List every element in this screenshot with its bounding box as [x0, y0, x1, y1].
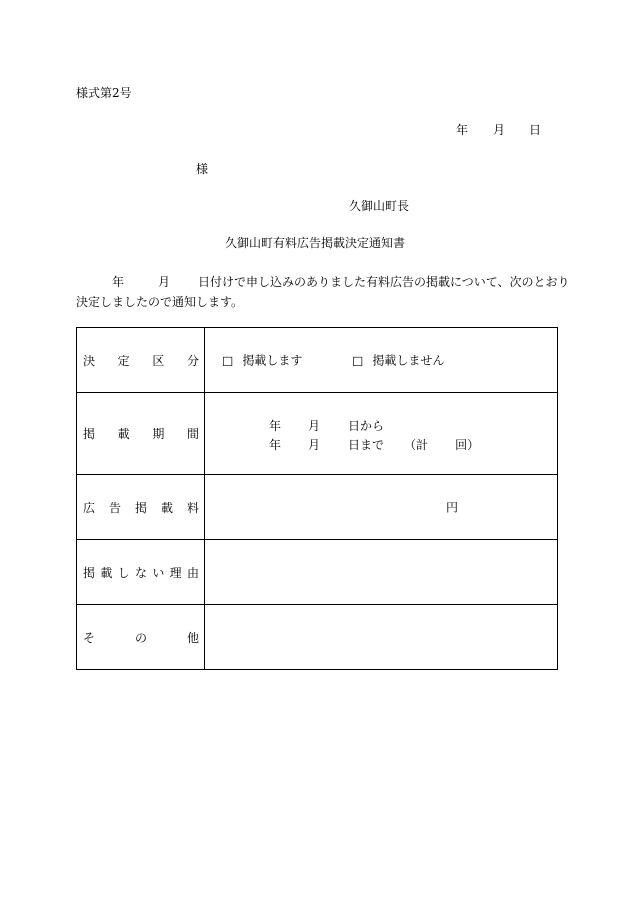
period-end-line: [269, 436, 479, 453]
table-row-reason: [77, 540, 558, 605]
date-day-label: 日: [529, 123, 542, 137]
period-end-suffix: 日まで: [348, 438, 385, 452]
label-char: 載: [117, 427, 130, 441]
period-end-year: 年: [269, 438, 282, 452]
label-char: し: [117, 565, 130, 580]
value-cell-other[interactable]: [205, 605, 558, 670]
label-char: 載: [100, 565, 113, 580]
not-publish-option[interactable]: [352, 352, 444, 369]
label-char: い: [152, 565, 165, 580]
checkbox-publish-icon[interactable]: □: [222, 353, 234, 368]
label-other: [83, 629, 199, 646]
label-reason: [83, 564, 199, 581]
label-char: 掲: [83, 565, 96, 580]
label-cell-period: [77, 393, 205, 475]
fee-unit-label: 円: [446, 500, 459, 515]
label-char: 載: [160, 500, 173, 515]
label-cell-reason: [77, 540, 205, 605]
label-char: 間: [186, 427, 199, 441]
label-cell-fee: [77, 475, 205, 540]
publish-option[interactable]: [222, 352, 302, 369]
form-number: 様式第2号: [76, 86, 132, 100]
value-cell-period: [205, 393, 558, 475]
issuer-title: 久御山町長: [349, 199, 410, 213]
body-month-label: 月: [158, 275, 171, 289]
label-char: 告: [108, 500, 121, 515]
period-start-month: 月: [308, 419, 321, 433]
label-char: な: [134, 565, 147, 580]
body-line-1-text: 日付けで申し込みのありました有料広告の掲載について、次のとおり: [198, 275, 570, 289]
period-total-close: 回）: [455, 438, 480, 452]
recipient-honorific: 様: [196, 162, 209, 176]
publish-option-label: 掲載します: [242, 353, 303, 368]
label-char: 掲: [134, 500, 147, 515]
table-row-period: [77, 393, 558, 475]
not-publish-option-label: 掲載しません: [372, 353, 445, 368]
label-cell-other: [77, 605, 205, 670]
table-row-decision: [77, 328, 558, 393]
date-year-label: 年: [456, 123, 469, 137]
period-start-line: [269, 417, 384, 434]
value-cell-fee: [205, 475, 558, 540]
label-char: そ: [83, 630, 96, 645]
period-start-suffix: 日から: [348, 419, 385, 433]
label-period: [83, 425, 199, 442]
period-end-month: 月: [308, 438, 321, 452]
label-char: 決: [83, 353, 96, 368]
body-paragraph: [76, 272, 570, 312]
body-line-2: 決定しましたので通知します。: [76, 295, 244, 309]
period-start-year: 年: [269, 419, 282, 433]
label-char: 期: [152, 427, 165, 441]
body-line-1: [76, 272, 570, 292]
label-char: 理: [169, 565, 182, 580]
label-char: の: [134, 630, 147, 645]
label-cell-decision: [77, 328, 205, 393]
label-fee: [83, 499, 199, 516]
document-title: 久御山町有料広告掲載決定通知書: [224, 236, 405, 250]
table-row-other: [77, 605, 558, 670]
value-cell-decision: [205, 328, 558, 393]
label-char: 掲: [83, 427, 96, 441]
decision-table: [76, 327, 558, 670]
label-char: 由: [186, 565, 199, 580]
label-char: 料: [186, 500, 199, 515]
date-month-label: 月: [493, 123, 506, 137]
label-char: 他: [186, 630, 199, 645]
label-char: 分: [186, 353, 199, 368]
value-cell-reason[interactable]: [205, 540, 558, 605]
label-decision: [83, 352, 199, 369]
label-char: 区: [152, 353, 165, 368]
checkbox-not-publish-icon[interactable]: □: [352, 353, 364, 368]
period-total-open: （計: [404, 438, 429, 452]
label-char: 広: [83, 500, 96, 515]
body-year-label: 年: [112, 275, 125, 289]
table-row-fee: [77, 475, 558, 540]
label-char: 定: [117, 353, 130, 368]
